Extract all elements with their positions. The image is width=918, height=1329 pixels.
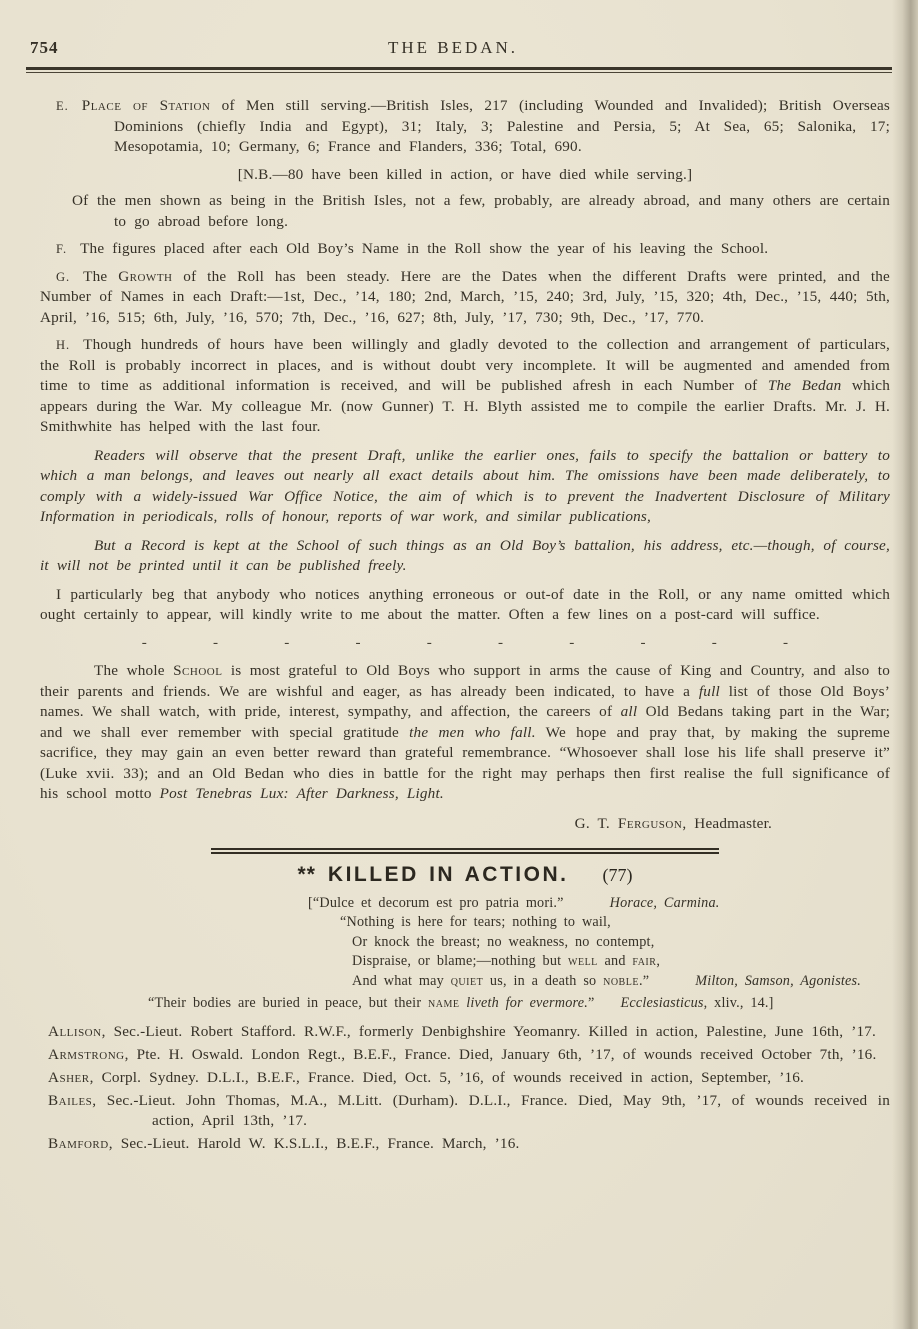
section-separator-dashes: - - - - - - - - - - — [141, 633, 789, 651]
heading-stars: ** — [297, 863, 316, 886]
text-segment: Ferguson — [617, 814, 683, 832]
poem-attribution: Milton, Samson, Agonistes. — [695, 972, 862, 989]
text-segment: Old Bedans taking part in the War; and we shall ever remember with special gratitude — [40, 703, 890, 741]
epigraph-block — [40, 894, 890, 1014]
entry-details: , Sec.-Lieut. John Thomas, M.A., M.Litt. (Durham). D.L.I., France. Died, May 9th, ’17, of wounds received in action, April 13th, ’17. — [92, 1091, 890, 1129]
entry-surname: Allison — [48, 1022, 102, 1040]
page-number: 754 — [30, 38, 59, 57]
text-segment: Growth — [118, 267, 173, 285]
text-segment: , xliv., 14.] — [703, 995, 774, 1011]
text-segment: the men who fall. — [409, 723, 536, 741]
poem-line — [352, 972, 890, 992]
note-g-text — [40, 268, 890, 326]
text-segment: We hope and pray that, by making the supreme sacrifice, they may gain an even better reward than grateful remembrance. “Whosoever shall lose his life shall preserve it” (Luke xvii. 33); and an Old Bedan who dies in battle for the right may perhaps then first realise the full significance of his school motto — [40, 723, 890, 802]
text-segment: , — [656, 953, 661, 969]
roll-entry — [40, 1045, 890, 1066]
entry-surname: Bailes — [48, 1091, 93, 1109]
text-segment: ” — [587, 995, 595, 1011]
headmaster-signature — [40, 814, 890, 835]
heading-title: KILLED IN ACTION. — [327, 863, 569, 886]
entry-details: , Sec.-Lieut. Robert Stafford. R.W.F., formerly Denbighshire Yeomanry. Killed in action, Palestine, June 16th, ’17. — [101, 1022, 877, 1040]
abroad-note: Of the men shown as being in the British Isles, not a few, probably, are already abroad, and many others are certain to go abroad before long. — [72, 192, 890, 230]
text-segment: us, in a death so — [483, 972, 604, 989]
heading-count: (77) — [602, 865, 633, 885]
poem-line — [340, 913, 890, 933]
entry-surname: Armstrong — [48, 1045, 125, 1063]
text-segment: of the Roll has been steady. Here are the Dates when the different Drafts were printed, and the Number of Names in each Draft:—1st, Dec., ’14, 180; 2nd, March, ’15, 240; 3rd, July, ’15, 320; 4th, Dec., ’15, 440; 5th, April, ’16, 515; 6th, July, ’16, 570; 7th, Dec., ’16, 627; 8th, July, ’17, 730; 9th, Dec., ’17, 770. — [40, 267, 890, 326]
nb-note: [N.B.—80 have been killed in action, or have died while serving.] — [237, 165, 693, 183]
note-e-text — [82, 97, 890, 155]
scripture-quote — [148, 995, 594, 1011]
text-segment: which appears during the War. My colleague Mr. (now Gunner) T. H. Blyth assisted me to compile the earlier Drafts. Mr. J. H. Smithwhite has helped with the last four. — [40, 377, 890, 435]
note-f-text: The figures placed after each Old Boy’s Name in the Roll show the year of his leaving the School. — [80, 240, 769, 257]
text-segment: School — [173, 662, 223, 679]
killed-in-action-heading — [40, 865, 890, 886]
text-segment: .” — [638, 972, 650, 989]
note-g-label: G. — [56, 269, 71, 284]
entry-details: , Pte. H. Oswald. London Regt., B.E.F., France. Died, January 6th, ’17, of wounds received October 7th, ’16. — [124, 1045, 877, 1063]
entry-details: , Corpl. Sydney. D.L.I., B.E.F., France. Died, Oct. 5, ’16, of wounds received in action, September, ’16. — [89, 1068, 805, 1086]
epigraph-latin-line — [40, 894, 890, 914]
page-header — [0, 0, 918, 58]
gratitude-paragraph — [40, 661, 890, 805]
note-g — [40, 267, 890, 329]
omissions-note: Readers will observe that the present Draft, unlike the earlier ones, fails to specify the battalion or battery to which a man belongs, and leaves out nearly all exact details about him. The omissions have been made deliberately, to comply with a widely-issued War Office Notice, the aim of which is to prevent the Inadvertent Disclosure of Military Information in periodicals, rolls of honour, reports of war work, and similar publications, — [40, 446, 890, 525]
latin-quote: [“Dulce et decorum est pro patria mori.” — [308, 894, 564, 911]
text-segment: Though hundreds of hours have been willingly and gladly devoted to the collection and arrangement of particulars, the Roll is probably incorrect in places, and is without doubt very incomplete. It will be augmented and amended from time to time as additional information is received, and will be published afresh in each Number of — [40, 336, 890, 394]
corrections-note: I particularly beg that anybody who notices anything erroneous or out-of date in the Roll, or any name omitted which ought certainly to appear, will kindly write to me about the matter. Often a few lines on a post-card will suffice. — [40, 585, 890, 623]
roll-entry — [40, 1091, 890, 1132]
record-note: But a Record is kept at the School of such things as an Old Boy’s battalion, his address, etc.—though, of course, it will not be printed until it can be published freely. — [40, 536, 890, 574]
text-segment: Place of Station — [81, 97, 211, 114]
text-segment: noble — [603, 972, 639, 989]
note-h-text — [40, 336, 890, 435]
text-segment: quiet — [450, 972, 484, 989]
text-segment: The Bedan — [767, 377, 842, 394]
entry-details: , Sec.-Lieut. Harold W. K.S.L.I., B.E.F., France. March, ’16. — [108, 1135, 520, 1152]
note-e-label: E. — [56, 99, 69, 113]
note-e — [40, 96, 890, 158]
text-segment: Dispraise, or blame;—nothing but — [352, 953, 569, 969]
text-segment: Or knock the breast; no weakness, no contempt, — [352, 933, 655, 950]
scripture-attribution — [620, 995, 773, 1011]
entry-surname: Bamford — [48, 1135, 109, 1152]
note-h — [40, 335, 890, 438]
text-segment: full — [698, 682, 720, 700]
poem-line — [352, 933, 890, 953]
poem-line-text — [352, 973, 649, 989]
text-segment: liveth for evermore. — [459, 995, 588, 1011]
text-segment: , Headmaster. — [682, 814, 772, 832]
roll-entry — [40, 1022, 890, 1043]
note-f — [40, 239, 890, 260]
text-segment: Post Tenebras Lux: After Darkness, Light. — [159, 785, 444, 802]
scripture-line — [148, 994, 890, 1014]
text-segment: well — [568, 953, 598, 969]
text-segment: “Their bodies are buried in peace, but their — [148, 995, 428, 1011]
text-segment: “Nothing is here for tears; nothing to wail, — [340, 914, 611, 930]
text-segment: The — [83, 267, 119, 285]
text-segment: And what may — [352, 972, 451, 989]
text-segment: Ecclesiasticus — [620, 995, 704, 1011]
text-segment: and — [597, 953, 633, 969]
page-body — [0, 73, 918, 1155]
text-segment: fair — [632, 953, 657, 969]
text-segment: G. T. — [574, 814, 618, 832]
text-segment: all — [620, 703, 638, 720]
poem-line — [352, 952, 890, 972]
section-divider-rule — [211, 848, 719, 854]
text-segment: name — [428, 995, 460, 1011]
entry-surname: Asher — [48, 1068, 90, 1086]
note-h-label: H. — [56, 338, 71, 352]
latin-attribution: Horace, Carmina. — [609, 894, 720, 911]
note-f-label: F. — [56, 242, 68, 256]
journal-title: THE BEDAN. — [387, 38, 519, 57]
roll-entry — [40, 1134, 890, 1155]
text-segment: The whole — [94, 662, 174, 679]
roll-entry — [40, 1068, 890, 1089]
text-segment: list of those Old Boys’ names. We shall watch, with pride, interest, sympathy, and affection, the careers of — [40, 682, 891, 720]
text-segment: is most grateful to Old Boys who support in arms the cause of King and Country, and also to their parents and friends. We are wishful and eager, as has already been indicated, to have a — [40, 662, 891, 700]
text-segment: of Men still serving.—British Isles, 217 (including Wounded and Invalided); British Overseas Dominions (chiefly India and Egypt), 31; Italy, 3; Palestine and Persia, 5; At Sea, 65; Salonika, 17; Mesopotamia, 10; Germany, 6; France and Flanders, 336; Total, 690. — [114, 97, 891, 155]
